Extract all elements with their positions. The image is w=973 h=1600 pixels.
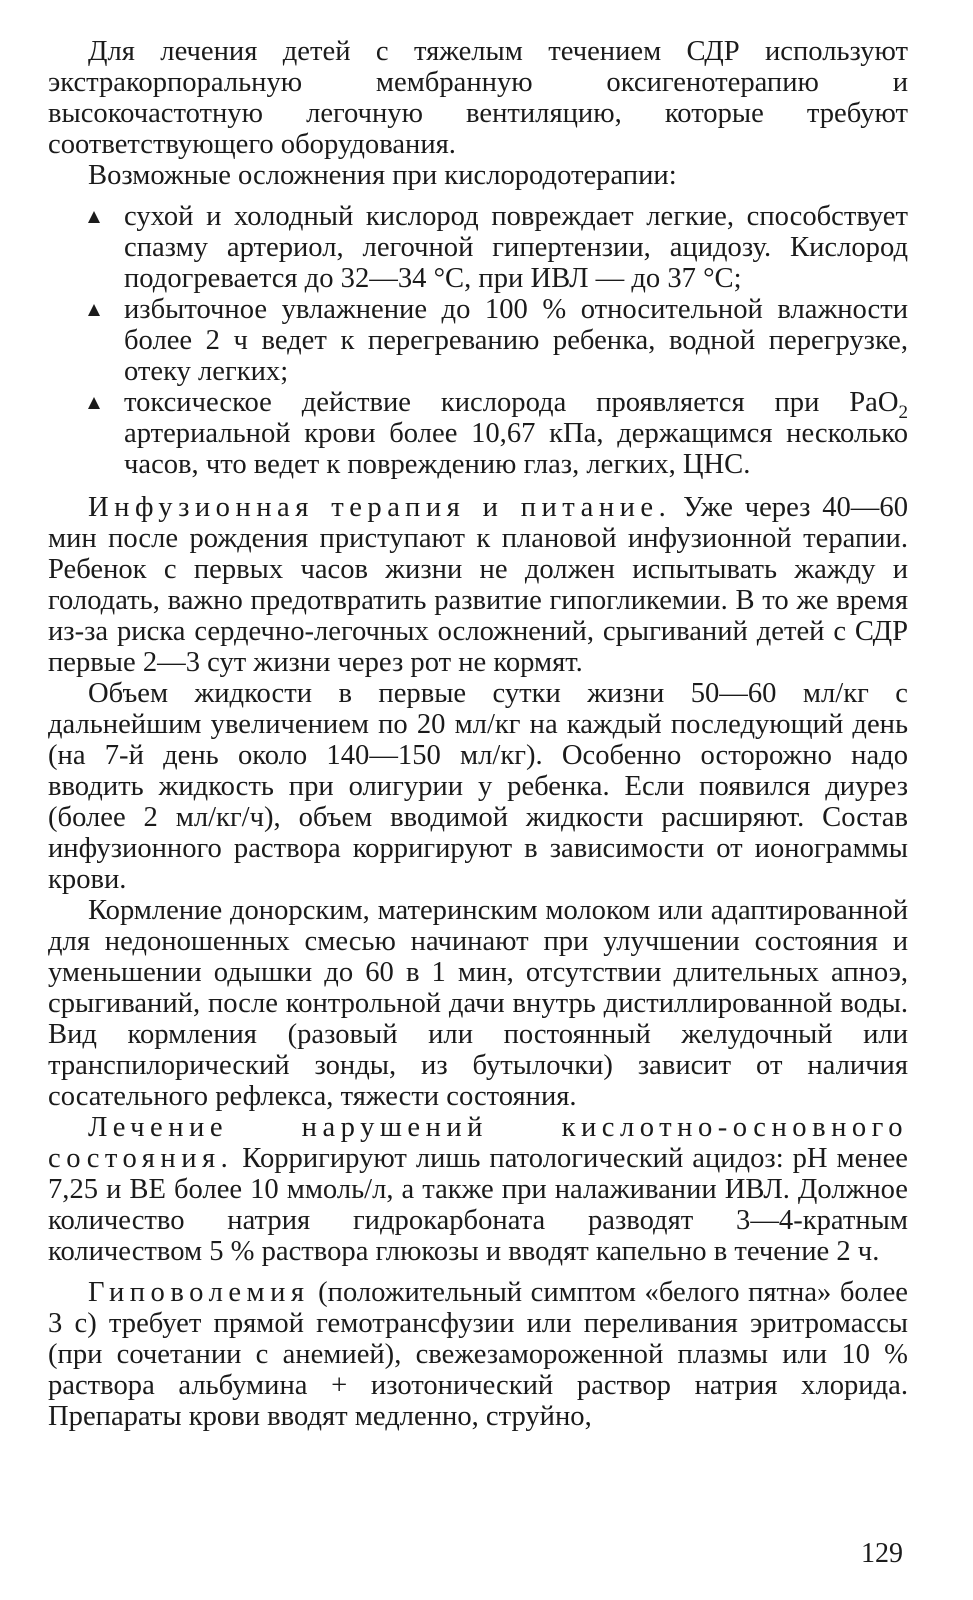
list-item-text: артериальной крови более 10,67 кПа, держащимся несколько часов, что ведет к повреждению глаз, легких, ЦНС. xyxy=(124,418,908,480)
triangle-bullet-icon xyxy=(88,397,100,409)
page-body xyxy=(48,36,908,1432)
list-item-text: сухой и холодный кислород повреждает легкие, способствует спазму артериол, легочной гипертензии, ацидозу. Кислород подогревается до 32—34 °С, при ИВЛ — до 37 °С; xyxy=(124,201,908,294)
list-item-text: избыточное увлажнение до 100 % относительной влажности более 2 ч ведет к перегреванию ребенка, водной перегрузке, отеку легких; xyxy=(124,294,908,387)
triangle-bullet-icon xyxy=(88,304,100,316)
list-item xyxy=(48,387,908,480)
page-number: 129 xyxy=(861,1538,903,1569)
hypovolemia-paragraph xyxy=(48,1277,908,1432)
list-item-text: токсическое действие кислорода проявляется при PaO xyxy=(124,387,899,418)
feeding-paragraph: Кормление донорским, материнским молоком или адаптированной для недоношенных смесью начинают при улучшении состояния и уменьшении одышки до 60 в 1 мин, отсутствии длительных апноэ, срыгиваний, после контрольной дачи внутрь дистиллированной воды. Вид кормления (разовый или постоянный желудочный или транспилорический зонды, из бутылочки) зависит от наличия сосательного рефлекса, тяжести состояния. xyxy=(48,895,908,1112)
intro-paragraph: Для лечения детей с тяжелым течением СДР используют экстракорпоральную мембранную оксигенотерапию и высокочастотную легочную вентиляцию, которые требуют соответствующего оборудования. xyxy=(48,36,908,160)
acid-base-paragraph xyxy=(48,1112,908,1267)
complications-lead: Возможные осложнения при кислородотерапии: xyxy=(88,160,677,191)
fluid-volume-paragraph: Объем жидкости в первые сутки жизни 50—60 мл/кг с дальнейшим увеличением по 20 мл/кг на каждый последующий день (на 7-й день около 140—150 мл/кг). Особенно осторожно надо вводить жидкость при олигурии у ребенка. Если появился диурез (более 2 мл/кг/ч), объем вводимой жидкости расширяют. Состав инфузионного раствора корригируют в зависимости от ионограммы крови. xyxy=(48,678,908,895)
section-heading: Гиповолемия xyxy=(88,1277,310,1308)
paragraph-text: (положительный симптом «белого пятна» более 3 с) требует прямой гемотрансфузии или переливания эритромассы (при сочетании с анемией), свежезамороженной плазмы или 10 % раствора альбумина + изотонический раствор натрия хлорида. Препараты крови вводят медленно, струйно, xyxy=(48,1277,908,1432)
subscript: 2 xyxy=(898,402,908,423)
infusion-paragraph xyxy=(48,492,908,678)
complications-list xyxy=(48,201,908,480)
list-item xyxy=(48,201,908,294)
triangle-bullet-icon xyxy=(88,211,100,223)
paragraph-text: Корригируют лишь патологический ацидоз: pH менее 7,25 и ВЕ более 10 ммоль/л, а также при налаживании ИВЛ. Должное количество натрия гидрокарбоната разводят 3—4-кратным количеством 5 % раствора глюкозы и вводят капельно в течение 2 ч. xyxy=(48,1143,908,1267)
list-item xyxy=(48,294,908,387)
paragraph-text: Уже через 40—60 мин после рождения приступают к плановой инфузионной терапии. Ребенок с первых часов жизни не должен испытывать жажду и голодать, важно предотвратить развитие гипогликемии. В то же время из-за риска сердечно-легочных осложнений, срыгиваний детей с СДР первые 2—3 сут жизни через рот не кормят. xyxy=(48,492,908,678)
section-heading: Лечение нарушений кислотно-основного состояния. xyxy=(48,1112,908,1174)
section-heading: Инфузионная терапия и питание. xyxy=(88,492,672,523)
